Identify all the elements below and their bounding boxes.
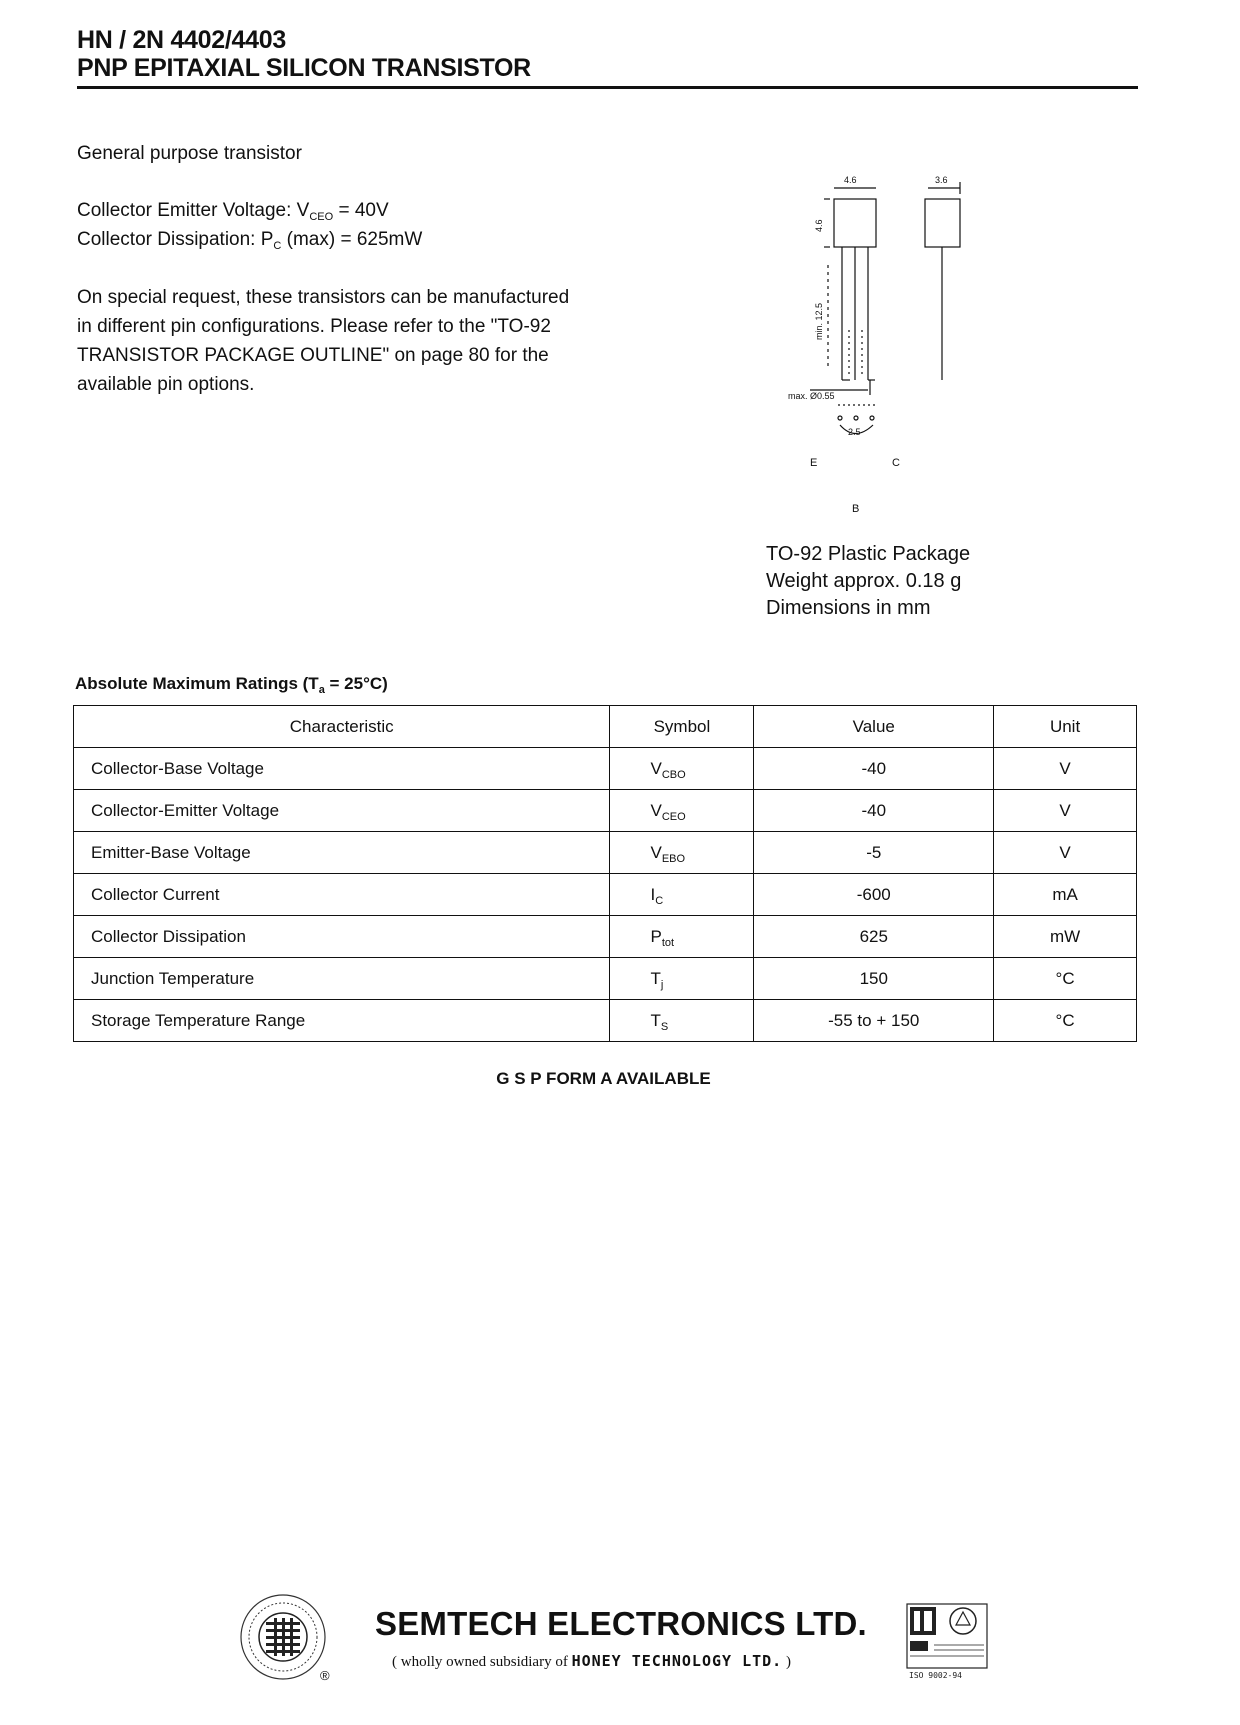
characteristic-cell: Collector-Emitter Voltage <box>74 790 610 832</box>
caption-line: TO-92 Plastic Package <box>766 543 971 565</box>
paragraph-line: TRANSISTOR PACKAGE OUTLINE" on page 80 for the <box>77 345 549 366</box>
paragraph-line: On special request, these transistors can be manufactured <box>77 287 570 308</box>
ratings-table <box>73 705 1137 1042</box>
symbol-cell <box>610 916 754 958</box>
ratings-title <box>75 674 388 694</box>
parent-company-name: HONEY TECHNOLOGY LTD. <box>571 1652 783 1670</box>
iso-text: ISO 9002-94 <box>909 1671 962 1680</box>
column-header: Characteristic <box>74 706 610 748</box>
vceo-label: Collector Emitter Voltage: V <box>77 200 310 221</box>
symbol-cell <box>610 790 754 832</box>
value-cell: 150 <box>754 958 994 1000</box>
table-row <box>74 1000 1137 1042</box>
table-header-row <box>74 706 1137 748</box>
pin-e-label: E <box>810 457 818 469</box>
document-subtitle: PNP EPITAXIAL SILICON TRANSISTOR <box>77 54 531 82</box>
vceo-subscript: CEO <box>309 211 334 223</box>
dim-height-label: 4.6 <box>814 219 824 232</box>
characteristic-cell: Collector-Base Voltage <box>74 748 610 790</box>
unit-cell: mA <box>994 874 1137 916</box>
unit-cell: °C <box>994 958 1137 1000</box>
iso-certification-icon <box>906 1603 988 1685</box>
symbol-subscript: C <box>655 894 664 907</box>
value-cell: -40 <box>754 748 994 790</box>
package-caption <box>766 541 970 622</box>
ratings-title-text: Absolute Maximum Ratings (T <box>75 674 319 693</box>
unit-cell: V <box>994 748 1137 790</box>
subsidiary-line <box>392 1652 791 1671</box>
symbol-cell <box>610 832 754 874</box>
characteristic-cell: Collector Dissipation <box>74 916 610 958</box>
ratings-title-suffix: = 25°C) <box>324 674 388 693</box>
column-header: Value <box>754 706 994 748</box>
symbol-subscript: EBO <box>661 852 686 865</box>
symbol-subscript: S <box>660 1020 669 1033</box>
value-cell: -5 <box>754 832 994 874</box>
symbol-subscript: j <box>660 978 664 991</box>
company-name: SEMTECH ELECTRONICS LTD. <box>375 1605 867 1642</box>
package-body-front <box>834 199 876 247</box>
characteristic-cell: Collector Current <box>74 874 610 916</box>
unit-cell: V <box>994 832 1137 874</box>
symbol-cell <box>610 874 754 916</box>
pin-b-label: B <box>852 503 860 515</box>
pc-subscript: C <box>273 240 282 252</box>
subsidiary-suffix: ) <box>782 1654 791 1670</box>
table-row <box>74 748 1137 790</box>
dim-width-label: 4.6 <box>844 175 857 185</box>
symbol-text: V <box>650 800 662 820</box>
symbol-text: P <box>650 926 662 946</box>
package-body-side <box>925 199 960 247</box>
pc-value: (max) = 625mW <box>281 229 423 250</box>
table-row <box>74 832 1137 874</box>
characteristic-cell: Storage Temperature Range <box>74 1000 610 1042</box>
caption-line: Weight approx. 0.18 g <box>766 570 962 592</box>
paragraph-line: in different pin configurations. Please refer to the "TO-92 <box>77 316 551 337</box>
table-row <box>74 790 1137 832</box>
value-cell: -40 <box>754 790 994 832</box>
header-rule <box>77 86 1138 89</box>
unit-cell: °C <box>994 1000 1137 1042</box>
characteristic-cell: Emitter-Base Voltage <box>74 832 610 874</box>
symbol-text: T <box>650 968 661 988</box>
symbol-cell <box>610 958 754 1000</box>
subsidiary-prefix: ( wholly owned subsidiary of <box>392 1654 572 1670</box>
dim-lead-dia-label: max. Ø0.55 <box>788 391 835 401</box>
pin-c-label: C <box>892 457 900 469</box>
document-title: HN / 2N 4402/4403 <box>77 26 286 54</box>
symbol-cell <box>610 748 754 790</box>
symbol-subscript: CBO <box>661 768 686 781</box>
table-row <box>74 916 1137 958</box>
unit-cell: V <box>994 790 1137 832</box>
general-description: General purpose transistor <box>77 143 302 164</box>
symbol-cell <box>610 1000 754 1042</box>
unit-cell: mW <box>994 916 1137 958</box>
dim-pitch-label: 2.5 <box>848 427 861 437</box>
pin-option-paragraph <box>77 283 637 399</box>
vceo-spec <box>77 196 389 225</box>
symbol-text: T <box>650 1010 661 1030</box>
symbol-text: V <box>650 758 662 778</box>
pc-spec <box>77 225 422 254</box>
ratings-title-subscript: a <box>318 684 325 696</box>
paragraph-line: available pin options. <box>77 374 255 395</box>
symbol-subscript: tot <box>661 936 675 949</box>
value-cell: -55 to + 150 <box>754 1000 994 1042</box>
value-cell: -600 <box>754 874 994 916</box>
gsp-note: G S P FORM A AVAILABLE <box>496 1069 711 1088</box>
symbol-text: I <box>650 884 656 904</box>
symbol-text: V <box>650 842 662 862</box>
characteristic-cell: Junction Temperature <box>74 958 610 1000</box>
to92-package-drawing <box>780 170 1000 520</box>
column-header: Symbol <box>610 706 754 748</box>
registered-mark: ® <box>320 1668 330 1683</box>
pc-label: Collector Dissipation: P <box>77 229 274 250</box>
vceo-value: = 40V <box>333 200 389 221</box>
table-row <box>74 874 1137 916</box>
table-row <box>74 958 1137 1000</box>
caption-line: Dimensions in mm <box>766 597 931 619</box>
dim-lead-label: min. 12.5 <box>814 302 824 340</box>
dim-depth-label: 3.6 <box>935 175 948 185</box>
symbol-subscript: CEO <box>661 810 686 823</box>
value-cell: 625 <box>754 916 994 958</box>
column-header: Unit <box>994 706 1137 748</box>
